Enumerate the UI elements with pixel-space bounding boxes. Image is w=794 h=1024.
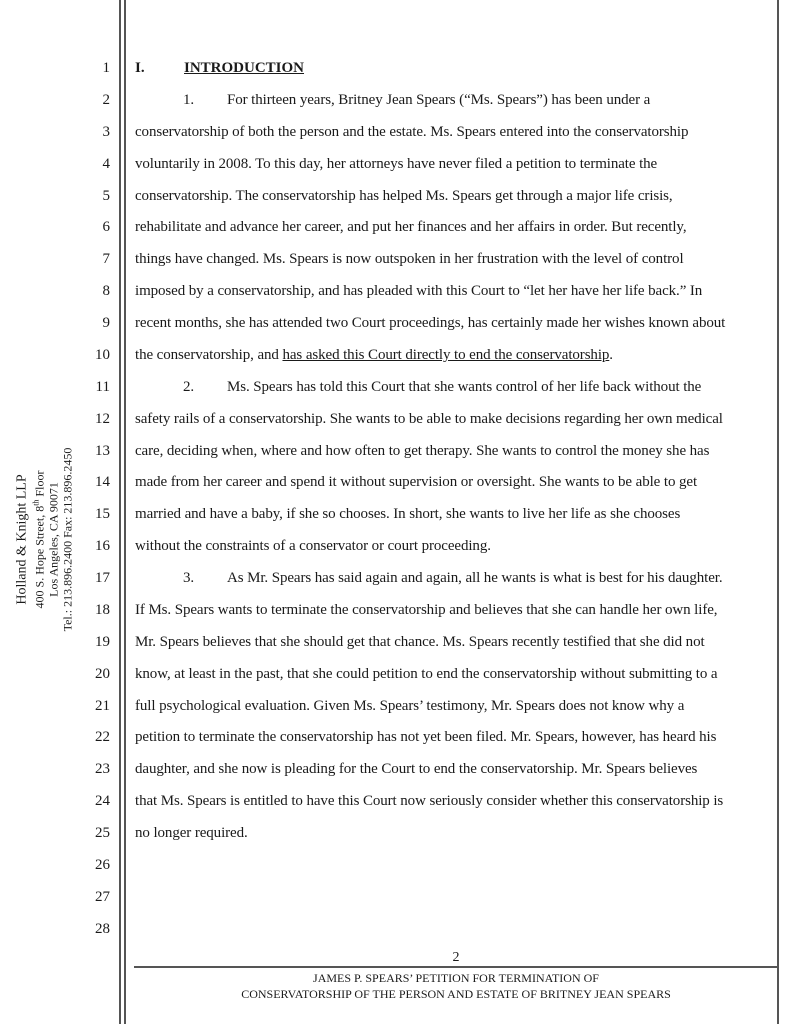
- paragraph-first-line: [135, 90, 650, 110]
- line-number: 7: [102, 251, 110, 268]
- paragraph-text: Ms. Spears has told this Court that she wants control of her life back without the: [227, 378, 702, 395]
- line-number: 22: [95, 729, 110, 746]
- right-margin-rule: [777, 0, 779, 1024]
- paragraph-line: made from her career and spend it without supervision or oversight. She wants to be able to get: [135, 474, 698, 491]
- section-number: I.: [135, 60, 145, 76]
- firm-address: 400 S. Hope Street, 8th Floor: [31, 470, 47, 609]
- line-number: 15: [95, 506, 110, 523]
- left-margin-rule-outer: [119, 0, 121, 1024]
- paragraph-line: safety rails of a conservatorship. She wants to be able to make decisions regarding her own medical: [135, 410, 723, 427]
- section-title: INTRODUCTION: [184, 60, 305, 76]
- line-number: 12: [95, 410, 110, 427]
- paragraph-line: things have changed. Ms. Spears is now outspoken in her frustration with the level of control: [135, 251, 684, 268]
- paragraph-line: petition to terminate the conservatorship has not yet been filed. Mr. Spears, however, has heard his: [135, 729, 717, 746]
- firm-name: Holland & Knight LLP: [14, 474, 30, 605]
- footer-title-line-2: CONSERVATORSHIP OF THE PERSON AND ESTATE OF BRITNEY JEAN SPEARS: [241, 987, 671, 1001]
- line-number: 25: [95, 825, 110, 842]
- line-number: 5: [102, 187, 110, 204]
- line-number: 10: [95, 346, 110, 363]
- line-number: 18: [95, 601, 110, 618]
- line-number: 16: [95, 538, 110, 555]
- line-number: 13: [95, 442, 110, 459]
- paragraph-first-line: [135, 568, 722, 588]
- paragraph-line: care, deciding when, where and how often to get therapy. She wants to control the money she has: [135, 442, 710, 459]
- line-number: 17: [95, 570, 110, 587]
- paragraph-line: imposed by a conservatorship, and has pleaded with this Court to “let her have her life back.” In: [135, 283, 703, 300]
- left-margin-rule-inner: [124, 0, 126, 1024]
- footer-title-line-1: JAMES P. SPEARS’ PETITION FOR TERMINATION OF: [313, 971, 599, 985]
- paragraph-number: 3.: [183, 570, 195, 587]
- line-number: 20: [95, 665, 110, 682]
- paragraph-line: If Ms. Spears wants to terminate the conservatorship and believes that she can handle her own life,: [135, 601, 718, 618]
- line-number: 24: [95, 793, 110, 810]
- line-number: 4: [102, 155, 110, 172]
- paragraph-line: voluntarily in 2008. To this day, her attorneys have never filed a petition to terminate the: [135, 155, 658, 172]
- paragraph-line: [135, 345, 613, 365]
- line-number: 23: [95, 761, 110, 778]
- footer-document-title: [134, 970, 778, 1002]
- paragraph-first-line: [135, 377, 701, 397]
- line-number: 27: [95, 888, 110, 905]
- line-number: 28: [95, 920, 110, 937]
- paragraph-line: conservatorship of both the person and the estate. Ms. Spears entered into the conservatorship: [135, 123, 689, 140]
- paragraph-line: no longer required.: [135, 825, 248, 842]
- firm-phone-fax: Tel.: 213.896.2400 Fax: 213.896.2450: [60, 447, 75, 632]
- line-number: 3: [102, 123, 110, 140]
- paragraph-number: 1.: [183, 91, 195, 108]
- paragraph-line: full psychological evaluation. Given Ms. Spears’ testimony, Mr. Spears does not know why a: [135, 697, 685, 714]
- line-number: 21: [95, 697, 110, 714]
- paragraph-line: daughter, and she now is pleading for the Court to end the conservatorship. Mr. Spears believes: [135, 761, 698, 778]
- paragraph-line: rehabilitate and advance her career, and put her finances and her affairs in order. But recently,: [135, 219, 687, 236]
- paragraph-text: For thirteen years, Britney Jean Spears (“Ms. Spears”) has been under a: [227, 91, 651, 108]
- page-number: 2: [452, 950, 460, 965]
- paragraph-line: married and have a baby, if she so chooses. In short, she wants to live her life as she chooses: [135, 506, 681, 523]
- line-number: 14: [95, 474, 110, 491]
- paragraph-line: without the constraints of a conservator or court proceeding.: [135, 538, 491, 555]
- line-number: 8: [102, 283, 110, 300]
- text-span: .: [609, 346, 613, 363]
- firm-city: Los Angeles, CA 90071: [46, 482, 61, 597]
- firm-letterhead: [16, 425, 75, 655]
- paragraph-line: that Ms. Spears is entitled to have this Court now seriously consider whether this conservatorship is: [135, 793, 724, 810]
- line-number: 11: [95, 378, 110, 395]
- paragraph-number: 2.: [183, 378, 195, 395]
- paragraph-line: recent months, she has attended two Court proceedings, has certainly made her wishes known about: [135, 315, 726, 332]
- line-number: 2: [102, 91, 110, 108]
- paragraph-line: know, at least in the past, that she could petition to end the conservatorship without submitting to a: [135, 665, 718, 682]
- underlined-emphasis: has asked this Court directly to end the conservatorship: [282, 346, 610, 363]
- line-number: 6: [102, 219, 110, 236]
- paragraph-line: Mr. Spears believes that she should get that chance. Ms. Spears recently testified that she did not: [135, 633, 705, 650]
- paragraph-line: conservatorship. The conservatorship has helped Ms. Spears get through a major life crisis,: [135, 187, 673, 204]
- line-number: 9: [102, 315, 110, 332]
- footer-rule: [134, 966, 778, 968]
- line-number: 19: [95, 633, 110, 650]
- line-number: 26: [95, 857, 110, 873]
- paragraph-text: As Mr. Spears has said again and again, all he wants is what is best for his daughter.: [227, 570, 723, 587]
- text-span: the conservatorship, and: [135, 346, 283, 363]
- line-number: 1: [102, 60, 110, 76]
